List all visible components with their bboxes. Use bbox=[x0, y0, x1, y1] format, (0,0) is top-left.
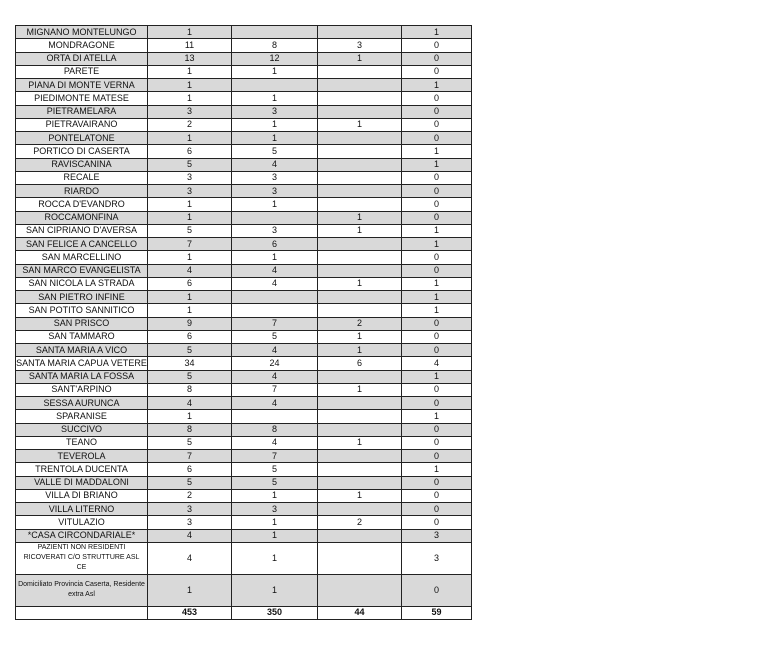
municipality-cell: SANTA MARIA A VICO bbox=[16, 344, 148, 357]
municipality-cell: *CASA CIRCONDARIALE* bbox=[16, 529, 148, 542]
col3-value-cell bbox=[318, 476, 402, 489]
col4-value-cell: 0 bbox=[402, 211, 472, 224]
table-row bbox=[16, 145, 472, 158]
total-col2-value-cell: 350 bbox=[232, 606, 318, 619]
table-row bbox=[16, 291, 472, 304]
col3-value-cell bbox=[318, 450, 402, 463]
col4-value-cell: 0 bbox=[402, 132, 472, 145]
table-row bbox=[16, 423, 472, 436]
municipality-cell: VILLA DI BRIANO bbox=[16, 489, 148, 502]
col3-value-cell bbox=[318, 463, 402, 476]
table-row bbox=[16, 489, 472, 502]
table-body bbox=[16, 26, 472, 620]
col4-value-cell: 0 bbox=[402, 503, 472, 516]
table-row bbox=[16, 410, 472, 423]
col4-value-cell: 0 bbox=[402, 516, 472, 529]
col3-value-cell bbox=[318, 158, 402, 171]
total-cases-cell: 7 bbox=[148, 450, 232, 463]
col3-value-cell: 1 bbox=[318, 383, 402, 396]
col2-value-cell: 3 bbox=[232, 105, 318, 118]
total-cases-cell: 5 bbox=[148, 436, 232, 449]
municipality-cell: PIEDIMONTE MATESE bbox=[16, 92, 148, 105]
total-cases-cell: 6 bbox=[148, 277, 232, 290]
col3-value-cell: 1 bbox=[318, 211, 402, 224]
table-row bbox=[16, 211, 472, 224]
table-row bbox=[16, 370, 472, 383]
table-row bbox=[16, 52, 472, 65]
total-cases-cell: 1 bbox=[148, 92, 232, 105]
table-row bbox=[16, 277, 472, 290]
col2-value-cell: 1 bbox=[232, 489, 318, 502]
col3-value-cell: 1 bbox=[318, 436, 402, 449]
municipality-cell: SAN PRISCO bbox=[16, 317, 148, 330]
col2-value-cell: 1 bbox=[232, 118, 318, 131]
col4-value-cell: 4 bbox=[402, 357, 472, 370]
table-row bbox=[16, 79, 472, 92]
col4-value-cell: 1 bbox=[402, 145, 472, 158]
total-cases-cell: 1 bbox=[148, 211, 232, 224]
table-row bbox=[16, 436, 472, 449]
col2-value-cell: 4 bbox=[232, 158, 318, 171]
col4-value-cell: 0 bbox=[402, 251, 472, 264]
col2-value-cell: 1 bbox=[232, 92, 318, 105]
municipality-cell: PIETRAMELARA bbox=[16, 105, 148, 118]
col2-value-cell: 4 bbox=[232, 277, 318, 290]
total-cases-cell: 3 bbox=[148, 503, 232, 516]
col3-value-cell bbox=[318, 145, 402, 158]
table-row bbox=[16, 357, 472, 370]
total-cases-cell: 4 bbox=[148, 264, 232, 277]
municipality-cell: MIGNANO MONTELUNGO bbox=[16, 26, 148, 39]
col4-value-cell: 0 bbox=[402, 450, 472, 463]
col2-value-cell bbox=[232, 410, 318, 423]
table-row bbox=[16, 304, 472, 317]
total-cases-cell: 13 bbox=[148, 52, 232, 65]
col3-value-cell bbox=[318, 423, 402, 436]
col2-value-cell: 7 bbox=[232, 317, 318, 330]
col3-value-cell bbox=[318, 105, 402, 118]
table-row bbox=[16, 463, 472, 476]
total-cases-cell: 1 bbox=[148, 198, 232, 211]
total-cases-cell: 1 bbox=[148, 410, 232, 423]
col4-value-cell: 0 bbox=[402, 65, 472, 78]
table-row bbox=[16, 330, 472, 343]
col4-value-cell: 3 bbox=[402, 542, 472, 574]
col3-value-cell bbox=[318, 198, 402, 211]
col3-value-cell bbox=[318, 251, 402, 264]
table-row bbox=[16, 65, 472, 78]
municipality-cell: PARETE bbox=[16, 65, 148, 78]
col2-value-cell bbox=[232, 26, 318, 39]
col3-value-cell bbox=[318, 132, 402, 145]
total-cases-cell: 11 bbox=[148, 39, 232, 52]
col3-value-cell bbox=[318, 410, 402, 423]
total-cases-cell: 6 bbox=[148, 145, 232, 158]
col2-value-cell bbox=[232, 79, 318, 92]
col4-value-cell: 0 bbox=[402, 397, 472, 410]
total-cases-cell: 3 bbox=[148, 171, 232, 184]
col4-value-cell: 0 bbox=[402, 264, 472, 277]
municipality-cell: SPARANISE bbox=[16, 410, 148, 423]
table-row bbox=[16, 105, 472, 118]
total-cases-cell: 8 bbox=[148, 423, 232, 436]
total-total-cases-cell: 453 bbox=[148, 606, 232, 619]
total-cases-cell: 5 bbox=[148, 476, 232, 489]
table-row bbox=[16, 238, 472, 251]
col3-value-cell bbox=[318, 26, 402, 39]
municipality-cell: ROCCAMONFINA bbox=[16, 211, 148, 224]
col3-value-cell: 1 bbox=[318, 489, 402, 502]
municipality-cell: SAN PIETRO INFINE bbox=[16, 291, 148, 304]
col2-value-cell bbox=[232, 291, 318, 304]
col2-value-cell: 8 bbox=[232, 423, 318, 436]
table-row bbox=[16, 397, 472, 410]
col2-value-cell: 1 bbox=[232, 516, 318, 529]
municipality-cell: PIETRAVAIRANO bbox=[16, 118, 148, 131]
municipality-cell: RIARDO bbox=[16, 185, 148, 198]
total-cases-cell: 5 bbox=[148, 344, 232, 357]
total-cases-cell: 9 bbox=[148, 317, 232, 330]
total-cases-cell: 2 bbox=[148, 489, 232, 502]
total-cases-cell: 8 bbox=[148, 383, 232, 396]
total-cases-cell: 7 bbox=[148, 238, 232, 251]
municipality-cell: PONTELATONE bbox=[16, 132, 148, 145]
col2-value-cell bbox=[232, 211, 318, 224]
col4-value-cell: 1 bbox=[402, 224, 472, 237]
col4-value-cell: 1 bbox=[402, 410, 472, 423]
col3-value-cell bbox=[318, 542, 402, 574]
municipality-cell: ORTA DI ATELLA bbox=[16, 52, 148, 65]
total-cases-cell: 4 bbox=[148, 397, 232, 410]
col2-value-cell: 3 bbox=[232, 224, 318, 237]
municipality-cell: VALLE DI MADDALONI bbox=[16, 476, 148, 489]
total-cases-cell: 1 bbox=[148, 304, 232, 317]
table-row bbox=[16, 185, 472, 198]
col4-value-cell: 0 bbox=[402, 489, 472, 502]
municipality-cell: ROCCA D'EVANDRO bbox=[16, 198, 148, 211]
municipality-cell: SAN POTITO SANNITICO bbox=[16, 304, 148, 317]
col3-value-cell: 2 bbox=[318, 317, 402, 330]
col2-value-cell: 5 bbox=[232, 330, 318, 343]
col2-value-cell: 1 bbox=[232, 542, 318, 574]
total-cases-cell: 1 bbox=[148, 132, 232, 145]
table-row bbox=[16, 158, 472, 171]
table-row bbox=[16, 251, 472, 264]
col4-value-cell: 1 bbox=[402, 158, 472, 171]
table-row bbox=[16, 26, 472, 39]
col3-value-cell bbox=[318, 304, 402, 317]
col3-value-cell: 1 bbox=[318, 330, 402, 343]
col2-value-cell: 4 bbox=[232, 397, 318, 410]
col2-value-cell: 3 bbox=[232, 503, 318, 516]
total-cases-cell: 5 bbox=[148, 158, 232, 171]
municipality-cell: SAN FELICE A CANCELLO bbox=[16, 238, 148, 251]
total-cases-cell: 1 bbox=[148, 251, 232, 264]
col2-value-cell: 7 bbox=[232, 450, 318, 463]
col2-value-cell: 3 bbox=[232, 185, 318, 198]
col2-value-cell bbox=[232, 304, 318, 317]
col2-value-cell: 1 bbox=[232, 251, 318, 264]
municipality-cell: TEANO bbox=[16, 436, 148, 449]
municipality-cell: SANTA MARIA LA FOSSA bbox=[16, 370, 148, 383]
col4-value-cell: 3 bbox=[402, 529, 472, 542]
col4-value-cell: 0 bbox=[402, 198, 472, 211]
col4-value-cell: 0 bbox=[402, 52, 472, 65]
total-col3-value-cell: 44 bbox=[318, 606, 402, 619]
table-row bbox=[16, 132, 472, 145]
municipality-cell: RECALE bbox=[16, 171, 148, 184]
col3-value-cell: 1 bbox=[318, 52, 402, 65]
total-municipality-cell bbox=[16, 606, 148, 619]
total-cases-cell: 5 bbox=[148, 224, 232, 237]
col4-value-cell: 1 bbox=[402, 79, 472, 92]
col2-value-cell: 5 bbox=[232, 476, 318, 489]
table-row bbox=[16, 503, 472, 516]
col2-value-cell: 4 bbox=[232, 344, 318, 357]
col4-value-cell: 0 bbox=[402, 118, 472, 131]
col4-value-cell: 0 bbox=[402, 330, 472, 343]
col3-value-cell bbox=[318, 79, 402, 92]
col4-value-cell: 0 bbox=[402, 185, 472, 198]
col4-value-cell: 1 bbox=[402, 370, 472, 383]
col4-value-cell: 0 bbox=[402, 423, 472, 436]
municipality-cell: SANTA MARIA CAPUA VETERE bbox=[16, 357, 148, 370]
table-row bbox=[16, 224, 472, 237]
col4-value-cell: 0 bbox=[402, 476, 472, 489]
col3-value-cell: 1 bbox=[318, 344, 402, 357]
col4-value-cell: 0 bbox=[402, 171, 472, 184]
table-row bbox=[16, 264, 472, 277]
col3-value-cell bbox=[318, 264, 402, 277]
col4-value-cell: 1 bbox=[402, 238, 472, 251]
col4-value-cell: 1 bbox=[402, 277, 472, 290]
total-cases-cell: 2 bbox=[148, 118, 232, 131]
total-cases-cell: 1 bbox=[148, 65, 232, 78]
municipality-cell: SAN MARCO EVANGELISTA bbox=[16, 264, 148, 277]
total-cases-cell: 6 bbox=[148, 463, 232, 476]
municipality-cell: PAZIENTI NON RESIDENTI RICOVERATI C/O STRUTTURE ASL CE bbox=[16, 542, 148, 574]
table-row bbox=[16, 450, 472, 463]
col2-value-cell: 3 bbox=[232, 171, 318, 184]
col3-value-cell bbox=[318, 370, 402, 383]
table-row bbox=[16, 317, 472, 330]
total-cases-cell: 1 bbox=[148, 79, 232, 92]
col4-value-cell: 1 bbox=[402, 463, 472, 476]
table-row bbox=[16, 118, 472, 131]
col2-value-cell: 1 bbox=[232, 529, 318, 542]
municipality-cell: RAVISCANINA bbox=[16, 158, 148, 171]
total-cases-cell: 1 bbox=[148, 291, 232, 304]
municipality-cell: SAN NICOLA LA STRADA bbox=[16, 277, 148, 290]
municipality-cell: SUCCIVO bbox=[16, 423, 148, 436]
col3-value-cell bbox=[318, 185, 402, 198]
col2-value-cell: 24 bbox=[232, 357, 318, 370]
col3-value-cell: 3 bbox=[318, 39, 402, 52]
col4-value-cell: 0 bbox=[402, 383, 472, 396]
col2-value-cell: 6 bbox=[232, 238, 318, 251]
col3-value-cell bbox=[318, 574, 402, 606]
municipality-cell: PIANA DI MONTE VERNA bbox=[16, 79, 148, 92]
total-cases-cell: 4 bbox=[148, 542, 232, 574]
col3-value-cell: 1 bbox=[318, 118, 402, 131]
col3-value-cell bbox=[318, 397, 402, 410]
total-cases-cell: 6 bbox=[148, 330, 232, 343]
total-cases-cell: 1 bbox=[148, 574, 232, 606]
col3-value-cell: 1 bbox=[318, 277, 402, 290]
col4-value-cell: 0 bbox=[402, 39, 472, 52]
municipality-cell: VITULAZIO bbox=[16, 516, 148, 529]
data-sheet bbox=[15, 25, 471, 620]
col2-value-cell: 12 bbox=[232, 52, 318, 65]
col3-value-cell bbox=[318, 529, 402, 542]
total-cases-cell: 3 bbox=[148, 185, 232, 198]
col2-value-cell: 1 bbox=[232, 132, 318, 145]
col2-value-cell: 4 bbox=[232, 436, 318, 449]
col4-value-cell: 0 bbox=[402, 317, 472, 330]
municipality-cell: SAN MARCELLINO bbox=[16, 251, 148, 264]
col2-value-cell: 1 bbox=[232, 198, 318, 211]
col2-value-cell: 7 bbox=[232, 383, 318, 396]
col2-value-cell: 5 bbox=[232, 463, 318, 476]
total-cases-cell: 34 bbox=[148, 357, 232, 370]
total-cases-cell: 3 bbox=[148, 105, 232, 118]
table-row bbox=[16, 542, 472, 574]
municipality-cell: SANT'ARPINO bbox=[16, 383, 148, 396]
col3-value-cell: 1 bbox=[318, 224, 402, 237]
col4-value-cell: 0 bbox=[402, 105, 472, 118]
col3-value-cell bbox=[318, 291, 402, 304]
col2-value-cell: 8 bbox=[232, 39, 318, 52]
total-col4-value-cell: 59 bbox=[402, 606, 472, 619]
table-row bbox=[16, 39, 472, 52]
table-row bbox=[16, 574, 472, 606]
total-cases-cell: 1 bbox=[148, 26, 232, 39]
col2-value-cell: 4 bbox=[232, 370, 318, 383]
col3-value-cell bbox=[318, 171, 402, 184]
municipality-cell: VILLA LITERNO bbox=[16, 503, 148, 516]
table-row bbox=[16, 171, 472, 184]
table-row bbox=[16, 516, 472, 529]
table-row bbox=[16, 476, 472, 489]
total-cases-cell: 5 bbox=[148, 370, 232, 383]
col4-value-cell: 0 bbox=[402, 574, 472, 606]
col3-value-cell: 2 bbox=[318, 516, 402, 529]
municipality-cell: TEVEROLA bbox=[16, 450, 148, 463]
col4-value-cell: 1 bbox=[402, 291, 472, 304]
municipality-cell: SAN CIPRIANO D'AVERSA bbox=[16, 224, 148, 237]
table-row bbox=[16, 383, 472, 396]
col4-value-cell: 0 bbox=[402, 344, 472, 357]
col3-value-cell bbox=[318, 65, 402, 78]
col3-value-cell bbox=[318, 92, 402, 105]
col3-value-cell bbox=[318, 503, 402, 516]
col2-value-cell: 5 bbox=[232, 145, 318, 158]
table-row bbox=[16, 344, 472, 357]
table-row bbox=[16, 529, 472, 542]
col4-value-cell: 1 bbox=[402, 26, 472, 39]
col2-value-cell: 1 bbox=[232, 65, 318, 78]
col4-value-cell: 0 bbox=[402, 436, 472, 449]
municipality-cell: MONDRAGONE bbox=[16, 39, 148, 52]
col4-value-cell: 0 bbox=[402, 92, 472, 105]
total-cases-cell: 4 bbox=[148, 529, 232, 542]
total-cases-cell: 3 bbox=[148, 516, 232, 529]
col4-value-cell: 1 bbox=[402, 304, 472, 317]
col3-value-cell bbox=[318, 238, 402, 251]
municipality-cell: TRENTOLA DUCENTA bbox=[16, 463, 148, 476]
table-row bbox=[16, 92, 472, 105]
municipality-cell: SAN TAMMARO bbox=[16, 330, 148, 343]
municipality-cell: PORTICO DI CASERTA bbox=[16, 145, 148, 158]
municipality-table bbox=[15, 25, 472, 620]
municipality-cell: SESSA AURUNCA bbox=[16, 397, 148, 410]
municipality-cell: Domiciliato Provincia Caserta, Residente extra Asl bbox=[16, 574, 148, 606]
col2-value-cell: 1 bbox=[232, 574, 318, 606]
table-row bbox=[16, 198, 472, 211]
col3-value-cell: 6 bbox=[318, 357, 402, 370]
totals-row bbox=[16, 606, 472, 619]
col2-value-cell: 4 bbox=[232, 264, 318, 277]
